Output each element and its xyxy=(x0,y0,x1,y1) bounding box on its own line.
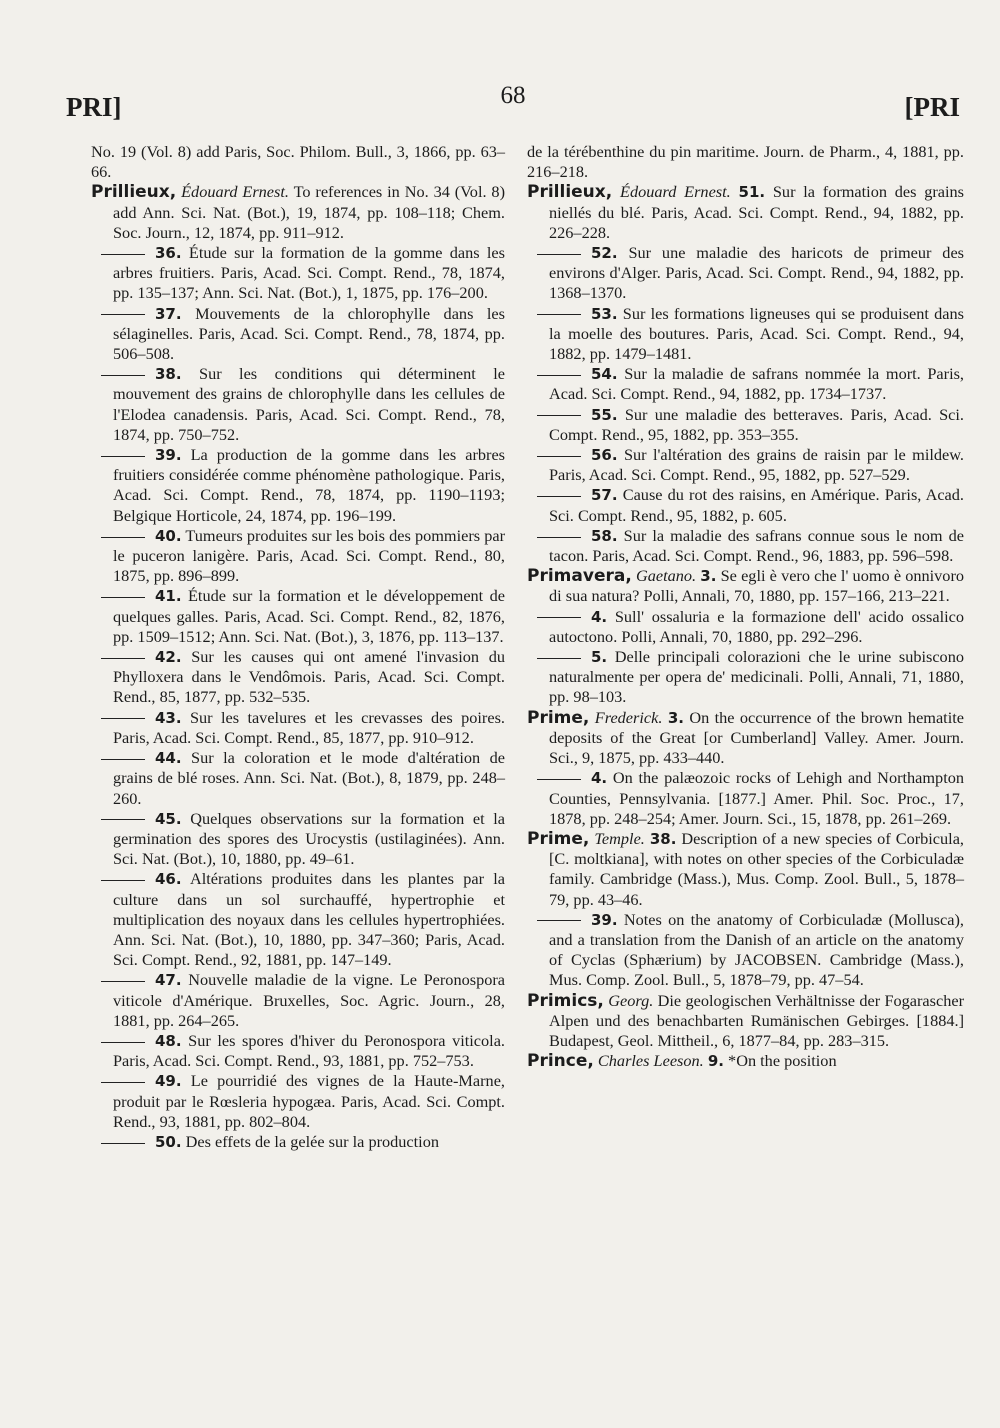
entry-number: 54. xyxy=(591,365,618,384)
citation-text: Altérations produites dans les plantes par la culture dans un sol surchauffé, hypertrophie et multiplication des noyaux dans les cellules hypertrophiées. Ann. Sci. Nat. (Bot.), 10, 1880, pp. 347–360; Paris, Acad. Sci. Compt. Rend., 92, 1881, pp. 147–149. xyxy=(113,869,505,970)
ditto-dash xyxy=(101,1082,145,1083)
citation-text: Sur une maladie des haricots de primeur des environs d'Alger. Paris, Acad. Sci. Compt. Rend., 94, 1882, pp. 1368–1370. xyxy=(549,243,965,303)
ditto-dash xyxy=(537,254,581,255)
entry-number: 57. xyxy=(591,486,618,505)
entry-number: 3. xyxy=(667,708,684,727)
sub-entry xyxy=(91,1031,505,1071)
sub-entry xyxy=(91,243,505,304)
sub-entry xyxy=(527,445,964,485)
ditto-dash xyxy=(101,375,145,376)
sub-entry xyxy=(527,647,964,708)
ditto-dash xyxy=(537,537,581,538)
citation-text: Description of a new species of Corbicula, [C. moltkiana], with notes on other species of the Corbiculadæ family. Cambridge (Mass.), Mus. Comp. Zool. Bull., 5, 1878–79, pp. 43–46. xyxy=(549,828,964,909)
author-given-names: Édouard Ernest. xyxy=(181,182,289,202)
author-given-names: Gaetano. xyxy=(635,566,697,586)
ditto-dash xyxy=(101,718,145,719)
author-name: Prince, xyxy=(527,1051,594,1072)
running-head-left: PRI] xyxy=(66,92,122,122)
entry-number: 46. xyxy=(155,870,182,889)
ditto-dash xyxy=(537,314,581,315)
ditto-dash xyxy=(537,375,581,376)
running-head-right: [PRI xyxy=(904,92,960,122)
author-name: Prime, xyxy=(527,707,590,728)
citation-text: Sur les formations ligneuses qui se produisent dans la moelle des boutures. Paris, Acad. Sci. Compt. Rend., 94, 1882, pp. 1479–1481. xyxy=(549,303,964,364)
citation-text: Sur l'altération des grains de raisin par le mildew. Paris, Acad. Sci. Compt. Rend., 95, 1882, pp. 527–529. xyxy=(549,445,964,485)
citation-text: Tumeurs produites sur les bois des pommiers par le puceron lanigère. Paris, Acad. Sci. Compt. Rend., 80, 1875, pp. 896–899. xyxy=(113,525,505,586)
entry-number: 4. xyxy=(591,769,608,788)
ditto-dash xyxy=(101,1143,145,1144)
sub-entry xyxy=(527,526,964,566)
citation-text: Sur une maladie des betteraves. Paris, Acad. Sci. Compt. Rend., 95, 1882, pp. 353–355. xyxy=(549,404,964,444)
citation-text: Cause du rot des raisins, en Amérique. Paris, Acad. Sci. Compt. Rend., 95, 1882, p. 605. xyxy=(549,485,964,525)
sub-entry xyxy=(91,586,505,647)
entry-number: 39. xyxy=(155,446,182,465)
ditto-dash xyxy=(537,415,581,416)
ditto-dash xyxy=(101,1042,145,1043)
sub-entry xyxy=(91,526,505,587)
citation-text: Mouvements de la chlorophylle dans les sélaginelles. Paris, Acad. Sci. Compt. Rend., 78, 1874, pp. 506–508. xyxy=(113,303,505,364)
citation-text: Sur les tavelures et les crevasses des poires. Paris, Acad. Sci. Compt. Rend., 85, 1877, pp. 910–912. xyxy=(113,707,505,747)
entry-number: 49. xyxy=(155,1072,182,1091)
ditto-dash xyxy=(537,456,581,457)
citation-text: Sur les causes qui ont amené l'invasion du Phylloxera dans le Vendômois. Paris, Acad. Sci. Compt. Rend., 85, 1877, pp. 532–535. xyxy=(113,647,505,707)
sub-entry xyxy=(91,748,505,809)
author-name: Prillieux, xyxy=(91,182,177,203)
citation-text: Le pourridié des vignes de la Haute-Marne, produit par le Rœsleria hypogæa. Paris, Acad. Sci. Compt. Rend., 93, 1881, pp. 802–804. xyxy=(113,1071,505,1131)
citation-text: *On the position xyxy=(728,1051,837,1071)
entry-number: 39. xyxy=(591,910,618,929)
author-given-names: Temple. xyxy=(594,828,645,848)
ditto-dash xyxy=(101,819,145,820)
ditto-dash xyxy=(101,456,145,457)
ditto-dash xyxy=(101,597,145,598)
citation-text: Nouvelle maladie de la vigne. Le Peronospora viticole d'Amérique. Bruxelles, Soc. Agric. Journ., 28, 1881, pp. 264–265. xyxy=(113,970,505,1030)
entry-number: 37. xyxy=(155,304,182,323)
entry-number: 36. xyxy=(155,244,182,263)
entry-number: 45. xyxy=(155,809,182,828)
ditto-dash xyxy=(101,314,145,315)
page-header xyxy=(66,82,960,124)
sub-entry xyxy=(91,364,505,445)
sub-entry xyxy=(527,607,964,647)
author-given-names: Georg. xyxy=(608,990,654,1010)
entry-number: 48. xyxy=(155,1031,182,1050)
citation-text: Delle principali colorazioni che le urine subiscono naturalmente per opera de' medicinali. Polli, Annali, 71, 1880, pp. 98–103. xyxy=(549,647,964,707)
citation-text: Sur les conditions qui déterminent le mouvement des grains de chlorophylle dans les cellules de l'Elodea canadensis. Paris, Acad. Sci. Compt. Rend., 78, 1874, pp. 750–752. xyxy=(113,364,506,444)
author-name: Primavera, xyxy=(527,566,632,587)
sub-entry xyxy=(91,1071,505,1132)
author-entry xyxy=(527,1051,964,1071)
ditto-dash xyxy=(537,496,581,497)
ditto-dash xyxy=(101,759,145,760)
citation-text: Sur la coloration et le mode d'altération de grains de blé roses. Ann. Sci. Nat. (Bot.), 8, 1879, pp. 248–260. xyxy=(113,748,505,808)
entry-number: 52. xyxy=(591,244,618,263)
entry-continuation xyxy=(527,142,964,182)
page-number: 68 xyxy=(500,82,526,109)
citation-text: Se egli è vero che l' uomo è onnivoro di sua natura? Polli, Annali, 70, 1880, pp. 157–166, 213–221. xyxy=(549,566,965,606)
citation-text: To references in No. 34 (Vol. 8) add Ann. Sci. Nat. (Bot.), 19, 1874, pp. 108–118; Chem. Soc. Journ., 12, 1874, pp. 911–912. xyxy=(113,182,505,242)
author-entry xyxy=(527,566,964,606)
entry-number: 40. xyxy=(155,526,182,545)
ditto-dash xyxy=(101,880,145,881)
sub-entry xyxy=(91,869,505,970)
citation-text: Sur la formation des grains niellés du blé. Paris, Acad. Sci. Compt. Rend., 94, 1882, pp. 226–228. xyxy=(549,182,965,242)
citation-text: Die geologischen Verhältnisse der Fogarascher Alpen und des benachbarten Rumänischen Gebirges. [1884.] Budapest, Geol. Mittheil., 6, 1877–84, pp. 283–315. xyxy=(549,990,965,1050)
entry-number: 53. xyxy=(591,304,618,323)
citation-text: On the palæozoic rocks of Lehigh and Northampton Counties, Pennsylvania. [1877.] Amer. Phil. Soc. Proc., 17, 1878, pp. 248–254; Amer. Journ. Sci., 15, 1878, pp. 261–269. xyxy=(549,768,965,828)
sub-entry xyxy=(527,910,964,991)
citation-text: de la térébenthine du pin maritime. Journ. de Pharm., 4, 1881, pp. 216–218. xyxy=(527,142,964,182)
entry-number: 41. xyxy=(155,587,182,606)
citation-text: Étude sur la formation et le développement de quelques galles. Paris, Acad. Sci. Compt. Rend., 82, 1876, pp. 1509–1512; Ann. Sci. Nat. (Bot.), 3, 1876, pp. 113–137. xyxy=(113,586,505,646)
citation-text: No. 19 (Vol. 8) add Paris, Soc. Philom. Bull., 3, 1866, pp. 63–66. xyxy=(91,142,505,182)
author-given-names: Édouard Ernest. xyxy=(620,182,731,202)
ditto-dash xyxy=(537,779,581,780)
entry-number: 56. xyxy=(591,446,618,465)
ditto-dash xyxy=(101,658,145,659)
citation-text: Sull' ossaluria e la formazione dell' acido ossalico autoctono. Polli, Annali, 70, 1880, pp. 292–296. xyxy=(549,606,964,646)
entry-number: 55. xyxy=(591,405,618,424)
entry-number: 43. xyxy=(155,708,182,727)
author-entry xyxy=(527,182,964,243)
citation-text: Étude sur la formation de la gomme dans les arbres fruitiers. Paris, Acad. Sci. Compt. Rend., 78, 1874, pp. 135–137; Ann. Sci. Nat. (Bot.), 1, 1875, pp. 176–200. xyxy=(113,243,505,303)
author-entry xyxy=(91,182,505,243)
ditto-dash xyxy=(101,981,145,982)
author-name: Primics, xyxy=(527,990,604,1011)
citation-text: Des effets de la gelée sur la production xyxy=(185,1131,439,1151)
citation-text: Sur la maladie des safrans connue sous le nom de tacon. Paris, Acad. Sci. Compt. Rend., 96, 1883, pp. 596–598. xyxy=(549,525,965,566)
ditto-dash xyxy=(101,254,145,255)
entry-number: 42. xyxy=(155,648,182,667)
sub-entry xyxy=(527,243,964,304)
sub-entry xyxy=(91,1132,505,1152)
citation-text: La production de la gomme dans les arbres fruitiers considérée comme phénomène pathologique. Paris, Acad. Sci. Compt. Rend., 78, 1874, pp. 1190–1193; Belgique Horticole, 24, 1874, pp. 196–199. xyxy=(113,445,506,525)
entry-number: 51. xyxy=(738,183,766,202)
sub-entry xyxy=(91,304,505,365)
author-entry xyxy=(527,708,964,769)
sub-entry xyxy=(91,970,505,1031)
author-name: Prillieux, xyxy=(527,182,613,203)
citation-text: Sur la maladie de safrans nommée la mort. Paris, Acad. Sci. Compt. Rend., 94, 1882, pp. 1734–1737. xyxy=(549,364,965,404)
sub-entry xyxy=(91,445,505,526)
entry-number: 38. xyxy=(649,829,677,848)
entry-number: 5. xyxy=(591,648,608,667)
ditto-dash xyxy=(537,658,581,659)
ditto-dash xyxy=(537,617,581,618)
entry-number: 4. xyxy=(591,607,608,626)
sub-entry xyxy=(91,647,505,708)
sub-entry xyxy=(527,768,964,829)
sub-entry xyxy=(527,485,964,525)
sub-entry xyxy=(91,708,505,748)
entry-number: 3. xyxy=(700,567,717,586)
citation-text: Notes on the anatomy of Corbiculadæ (Mollusca), and a translation from the Danish of an article on the anatomy of Cyclas (Sphærium) by JACOBSEN. Cambridge (Mass.), Mus. Comp. Zool. Bull., 5, 1878–79, pp. 47–54. xyxy=(549,909,964,990)
author-entry xyxy=(527,829,964,910)
entry-number: 47. xyxy=(155,971,182,990)
entry-number: 38. xyxy=(155,365,182,384)
entry-number: 50. xyxy=(155,1132,182,1151)
sub-entry xyxy=(527,364,964,404)
ditto-dash xyxy=(101,537,145,538)
citation-text: On the occurrence of the brown hematite deposits of the Great [or Cumberland] Valley. Amer. Journ. Sci., 9, 1875, pp. 433–440. xyxy=(549,707,964,768)
sub-entry xyxy=(527,304,964,365)
entry-number: 9. xyxy=(707,1052,724,1071)
sub-entry xyxy=(527,405,964,445)
left-column xyxy=(91,142,505,1152)
author-given-names: Charles Leeson. xyxy=(597,1051,704,1071)
ditto-dash xyxy=(537,920,581,921)
entry-continuation xyxy=(91,142,505,182)
author-entry xyxy=(527,991,964,1052)
sub-entry xyxy=(91,809,505,870)
entry-number: 58. xyxy=(591,526,618,545)
author-name: Prime, xyxy=(527,828,590,849)
author-given-names: Frederick. xyxy=(594,707,663,727)
entry-number: 44. xyxy=(155,749,182,768)
citation-text: Sur les spores d'hiver du Peronospora viticola. Paris, Acad. Sci. Compt. Rend., 93, 1881, pp. 752–753. xyxy=(113,1030,505,1071)
citation-text: Quelques observations sur la formation et la germination des spores des Urocystis (ustilaginées). Ann. Sci. Nat. (Bot.), 10, 1880, pp. 49–61. xyxy=(113,808,506,869)
right-column xyxy=(527,142,964,1071)
